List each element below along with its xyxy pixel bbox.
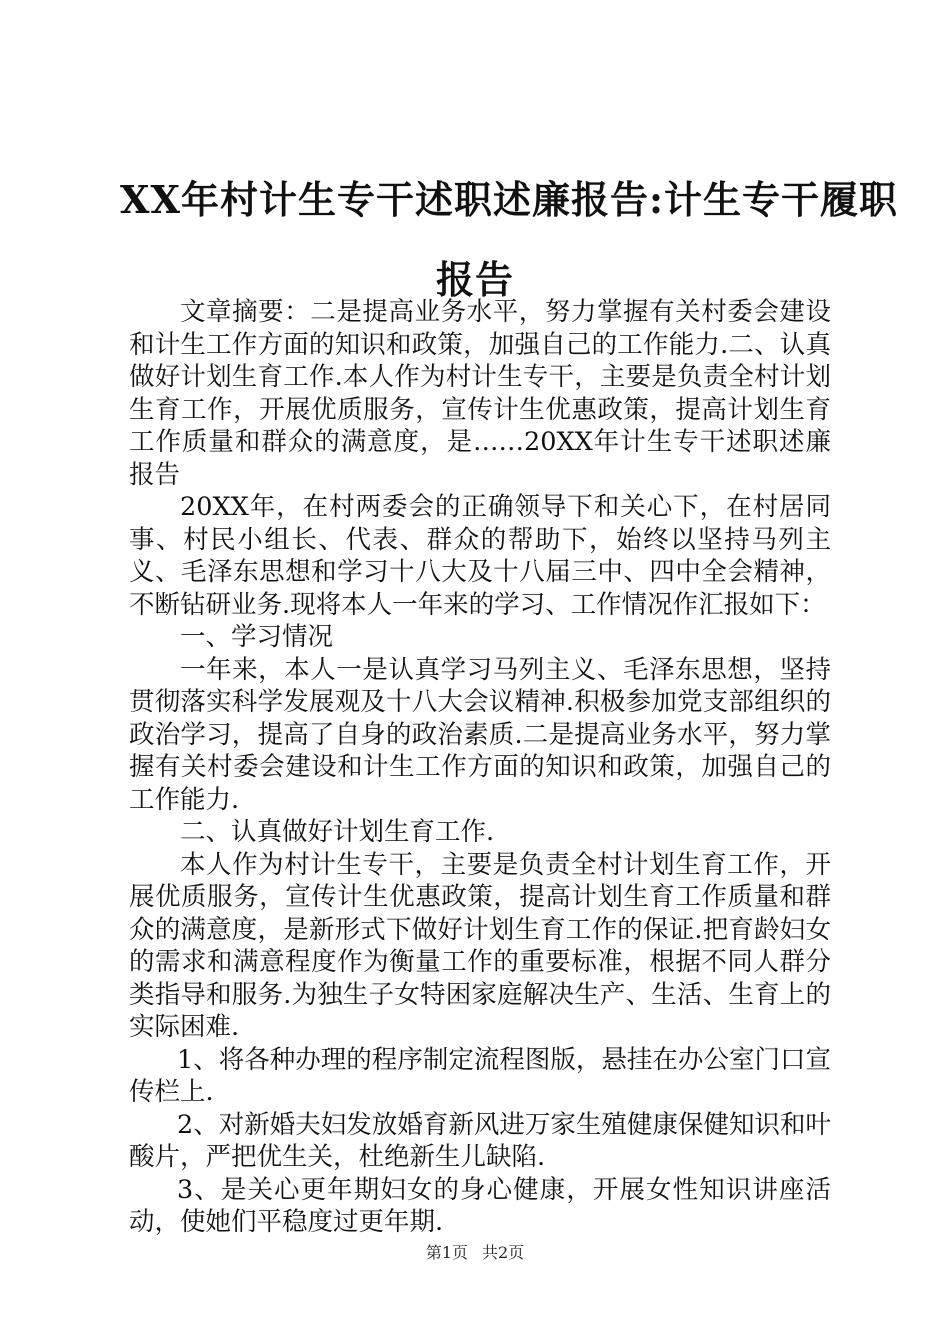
intro-paragraph: 20XX年，在村两委会的正确领导下和关心下，在村居同事、村民小组长、代表、群众的帮助下，始终以坚持马列主义、毛泽东思想和学习十八大及十八届三中、四中全会精神，不断钻研业务.现将本人一年来的学习、工作情况作汇报如下： [129, 492, 831, 620]
page-footer [0, 1243, 950, 1263]
page-number: 第1页 [425, 1243, 468, 1262]
section-heading-family-planning: 二、认真做好计划生育工作. [180, 817, 495, 847]
list-item-1: 1、将各种办理的程序制定流程图版，悬挂在办公室门口宣传栏上. [129, 1044, 831, 1107]
section-heading-study: 一、学习情况 [180, 622, 334, 652]
abstract-paragraph: 文章摘要：二是提高业务水平，努力掌握有关村委会建设和计生工作方面的知识和政策，加强自己的工作能力.二、认真做好计划生育工作.本人作为村计生专干，主要是负责全村计划生育工作，开展优质服务，宣传计生优惠政策，提高计划生育工作质量和群众的满意度，是……20XX年计生专干述职述廉报告 [129, 297, 831, 490]
title-line-1: XX年村计生专干述职述廉报告:计生专干履职 [120, 177, 898, 222]
page-total: 共2页 [482, 1243, 525, 1262]
study-paragraph: 一年来，本人一是认真学习马列主义、毛泽东思想，坚持贯彻落实科学发展观及十八大会议精神.积极参加党支部组织的政治学习，提高了自身的政治素质.二是提高业务水平，努力掌握有关村委会建设和计生工作方面的知识和政策，加强自己的工作能力. [129, 654, 831, 815]
list-item-2: 2、对新婚夫妇发放婚育新风进万家生殖健康保健知识和叶酸片，严把优生关，杜绝新生儿缺陷. [129, 1109, 831, 1172]
document-body [129, 296, 831, 1239]
list-item-3: 3、是关心更年期妇女的身心健康，开展女性知识讲座活动，使她们平稳度过更年期. [129, 1174, 831, 1237]
family-planning-paragraph: 本人作为村计生专干，主要是负责全村计划生育工作，开展优质服务，宣传计生优惠政策，提高计划生育工作质量和群众的满意度，是新形式下做好计划生育工作的保证.把育龄妇女的需求和满意程度作为衡量工作的重要标准，根据不同人群分类指导和服务.为独生子女特困家庭解决生产、生活、生育上的实际困难. [129, 849, 831, 1042]
title-line-2: 报告 [435, 257, 514, 302]
